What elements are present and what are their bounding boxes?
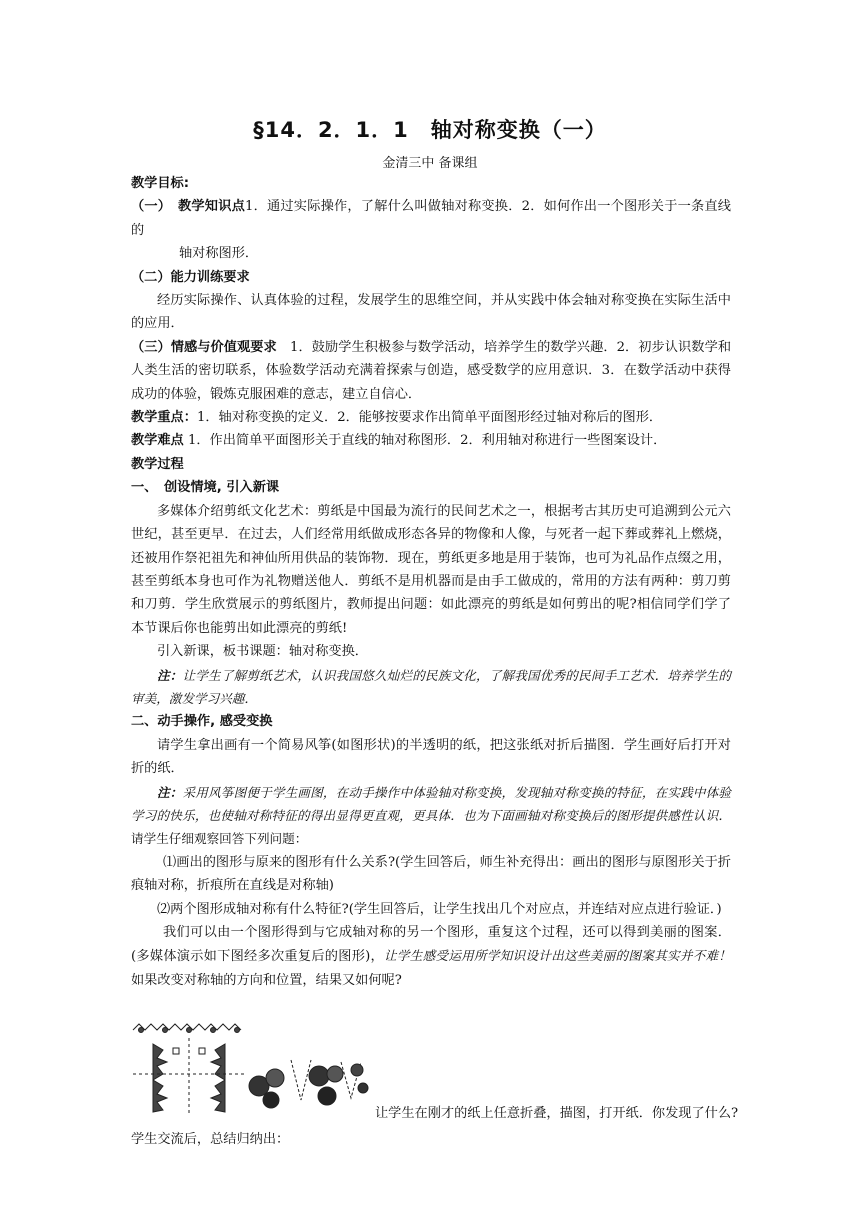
process-heading: 教学过程 — [131, 456, 184, 472]
goal3-paragraph — [131, 336, 731, 406]
papercut-fold-image — [245, 1044, 371, 1124]
key-points-heading: 教学重点： — [131, 410, 197, 426]
figure-caption: 让学生在刚才的纸上任意折叠，描图，打开纸．你发现了什么? — [375, 1106, 739, 1122]
section1-note — [131, 664, 731, 711]
section1-note-text: 让学生了解剪纸艺术，认识我国悠久灿烂的民族文化，了解我国优秀的民间手工艺术．培养学生的审美，激发学习兴趣． — [131, 667, 732, 706]
goal2-text: 经历实际操作、认真体验的过程，发展学生的思维空间，并从实践中体会轴对称变换在实际生活中的应用． — [131, 293, 731, 332]
goal1-text-continued: 轴对称图形． — [179, 246, 259, 262]
pattern-text-c: 如果改变对称轴的方向和位置，结果又如何呢? — [131, 972, 402, 988]
key-points-paragraph — [131, 406, 731, 429]
question2: ⑵两个图形成轴对称有什么特征?(学生回答后，让学生找出几个对应点，并连结对应点进行验证．) — [157, 901, 722, 917]
goal1-text: 1．通过实际操作，了解什么叫做轴对称变换．2．如何作出一个图形关于一条直线的 — [131, 199, 731, 238]
goals-heading: 教学目标: — [131, 176, 190, 191]
difficulty-text: 1．作出简单平面图形关于直线的轴对称图形．2．利用轴对称进行一些图案设计． — [183, 433, 667, 449]
figure-row — [131, 998, 739, 1128]
page-title: §14．2．1．1 轴对称变换（一） — [253, 118, 607, 142]
closing-line: 学生交流后，总结归纳出： — [131, 1132, 290, 1148]
section2-note — [131, 781, 731, 851]
key-points-text: 1．轴对称变换的定义．2．能够按要求作出简单平面图形经过轴对称后的图形． — [196, 410, 663, 426]
goal3-heading: （三）情感与价值观要求 — [131, 339, 277, 355]
section1-heading: 一、 创设情境, 引入新课 — [131, 480, 280, 496]
section2-heading: 二、动手操作, 感受变换 — [131, 714, 273, 730]
pattern-paragraph — [131, 921, 731, 992]
section2-note-label: 注： — [157, 784, 183, 800]
section1-paragraph2: 引入新课，板书课题：轴对称变换． — [157, 644, 368, 660]
section2-note-tail: 请学生仔细观察回答下列问题： — [131, 831, 308, 847]
goal3-text: 1．鼓励学生积极参与数学活动，培养学生的数学兴趣．2．初步认识数学和人类生活的密切联系，体验数学活动充满着探索与创造，感受数学的应用意识．3．在数学活动中获得成功的体验，锻炼克服困难的意志，建立自信心． — [131, 339, 732, 402]
difficulty-paragraph — [131, 429, 731, 452]
papercut-grid-image — [131, 1022, 247, 1114]
goal2-heading: （二）能力训练要求 — [131, 269, 250, 285]
document-body — [131, 172, 739, 1152]
difficulty-heading: 教学难点 — [131, 433, 184, 449]
pattern-text-b: 让学生感受运用所学知识设计出这些美丽的图案其实并不难！ — [384, 948, 731, 964]
question1: ⑴画出的图形与原来的图形有什么关系?(学生回答后，师生补充得出：画出的图形与原图形关于折痕轴对称，折痕所在直线是对称轴) — [131, 854, 731, 894]
goal1-label: （一） 教学知识点 — [131, 199, 245, 215]
goal1-paragraph — [131, 195, 731, 242]
section1-paragraph1: 多媒体介绍剪纸文化艺术：剪纸是中国最为流行的民间艺术之一，根据考古其历史可追溯到公元六世纪，甚至更早．在过去，人们经常用纸做成形态各异的物像和人像，与死者一起下葬或葬礼上燃烧，还被用作祭祀祖先和神仙所用供品的装饰物．现在，剪纸更多地是用于装饰，也可为礼品作点缀之用，甚至剪纸本身也可作为礼物赠送他人．剪纸不是用机器而是由手工做成的，常用的方法有两种：剪刀剪和刀剪．学生欣赏展示的剪纸图片，教师提出问题：如此漂亮的剪纸是如何剪出的呢?相信同学们学了本节课后你也能剪出如此漂亮的剪纸! — [131, 503, 731, 636]
section2-note-text: 采用风筝图便于学生画图，在动手操作中体验轴对称变换，发现轴对称变换的特征，在实践中体验学习的快乐，也使轴对称特征的得出显得更直观，更具体．也为下面画轴对称变换后的图形提供感性认识． — [131, 784, 732, 823]
section1-note-label: 注： — [157, 667, 183, 683]
author-line: 金清三中 备课组 — [382, 156, 478, 171]
pattern-text-a: 我们可以由一个图形得到与它成轴对称的另一个图形，重复这个过程，还可以得到美丽的图案．(多媒体演示如下图经多次重复后的图形)， — [131, 925, 731, 965]
section2-paragraph1: 请学生拿出画有一个简易风筝(如图形状)的半透明的纸，把这张纸对折后描图．学生画好后打开对折的纸． — [131, 737, 731, 777]
